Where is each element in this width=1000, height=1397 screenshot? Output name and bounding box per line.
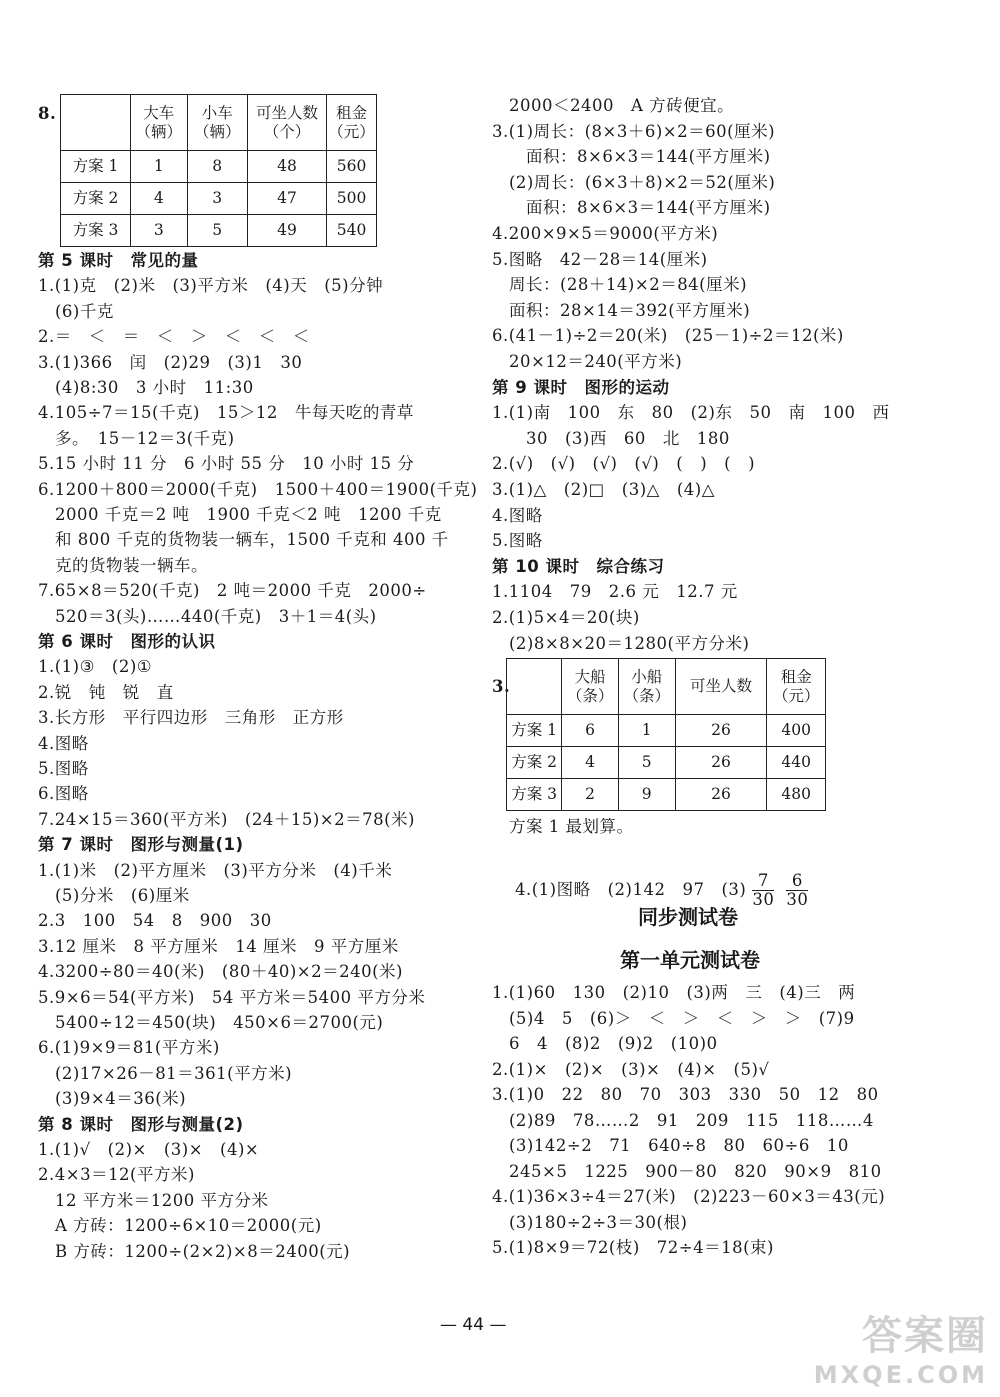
answer-line: 30 (3)西 60 北 180	[492, 428, 730, 448]
table-cell: 方案 1	[61, 151, 131, 183]
answer-line: (2)17×26－81＝361(平方米)	[38, 1063, 293, 1083]
answer-line: 2000 千克＝2 吨 1900 千克＜2 吨 1200 千克	[38, 505, 442, 524]
table-cell: 方案 2	[61, 183, 131, 215]
table-cell: 5	[618, 747, 675, 779]
answer-line: 1.(1)60 130 (2)10 (3)两 三 (4)三 两	[492, 983, 856, 1002]
table-cell: 26	[675, 715, 767, 747]
table-cell: 3	[131, 215, 188, 247]
table-cell: 方案 3	[507, 779, 562, 811]
table-cell: 47	[247, 183, 326, 215]
page-number: — 44 —	[440, 1315, 507, 1335]
table-cell: 500	[327, 183, 377, 215]
q4-text: 4.(1)图略 (2)142 97 (3)	[514, 880, 747, 899]
answer-line: 5.图略 42－28＝14(厘米)	[492, 249, 708, 269]
answer-line: 5400÷12＝450(块) 450×6＝2700(元)	[38, 1013, 384, 1032]
answer-line: 3.(1)△ (2)□ (3)△ (4)△	[492, 480, 715, 499]
table-cell: 48	[247, 151, 326, 183]
answer-line: 1.(1)米 (2)平方厘米 (3)平方分米 (4)千米	[38, 860, 393, 880]
rental-table-boats	[506, 658, 826, 811]
table-cell: 560	[327, 151, 377, 183]
q8-label: 8.	[38, 104, 57, 123]
answer-line: 5.图略	[492, 531, 543, 551]
header-small-boat: 小船 （条）	[618, 659, 675, 715]
fraction-7-30: $\frac{7}{30}$	[752, 871, 775, 909]
answer-line: 3.(1)周长：(8×3＋6)×2＝60(厘米)	[492, 121, 776, 141]
answer-line: (2)8×8×20＝1280(平方分米)	[492, 633, 750, 653]
answer-line: 5.图略	[38, 759, 89, 778]
table-cell: 9	[618, 779, 675, 811]
table-cell: 8	[187, 151, 247, 183]
header-small-car: 小车 （辆）	[187, 95, 247, 151]
answer-line: 12 平方米＝1200 平方分米	[38, 1190, 269, 1210]
unit-title: 第一单元测试卷	[620, 948, 760, 972]
answer-line: 4.105÷7＝15(千克) 15＞12 牛每天吃的青草	[38, 403, 414, 423]
answer-line: (2)89 78……2 91 209 115 118……4	[492, 1110, 874, 1130]
answer-line: (3)142÷2 71 640÷8 80 60÷6 10	[492, 1136, 849, 1155]
answer-line: 1.(1)③ (2)①	[38, 657, 153, 677]
section-title: 同步测试卷	[638, 905, 738, 929]
answer-line: 245×5 1225 900－80 820 90×9 810	[492, 1161, 882, 1181]
answer-line: 4.(1)36×3÷4＝27(米) (2)223－60×3＝43(元)	[492, 1187, 886, 1206]
answer-line: 2.(1)5×4＝20(块)	[492, 608, 640, 627]
answer-line: 5.(1)8×9＝72(枝) 72÷4＝18(束)	[492, 1238, 774, 1257]
answer-line: 3.(1)0 22 80 70 303 330 50 12 80	[492, 1085, 879, 1104]
answer-line: (2)周长：(6×3＋8)×2＝52(厘米)	[492, 172, 776, 192]
answer-line: (4)8:30 3 小时 11:30	[38, 378, 254, 397]
rental-table-cars	[60, 94, 377, 247]
answer-line: 2.4×3＝12(平方米)	[38, 1165, 195, 1185]
answer-line: 2000＜2400 A 方砖便宜。	[492, 96, 735, 115]
table-cell: 26	[675, 779, 767, 811]
table-cell: 480	[767, 779, 826, 811]
lesson-heading: 第 7 课时 图形与测量(1)	[38, 835, 244, 855]
answer-line: 520＝3(头)……440(千克) 3＋1＝4(头)	[38, 606, 377, 626]
table-cell: 2	[562, 779, 619, 811]
answer-line: 5.15 小时 11 分 6 小时 55 分 10 小时 15 分	[38, 454, 415, 474]
lesson-heading: 第 6 课时 图形的认识	[38, 632, 216, 651]
table-cell: 49	[247, 215, 326, 247]
table-cell: 4	[562, 747, 619, 779]
answer-line: 1.(1)南 100 东 80 (2)东 50 南 100 西	[492, 403, 890, 423]
lesson-heading: 第 8 课时 图形与测量(2)	[38, 1114, 244, 1134]
best-plan-note: 方案 1 最划算。	[492, 817, 634, 836]
answer-line: 20×12＝240(平方米)	[492, 352, 683, 371]
answer-line: 2.(√) (√) (√) (√) ( ) ( )	[492, 454, 756, 474]
answer-line: 4.3200÷80＝40(米) (80＋40)×2＝240(米)	[38, 962, 403, 982]
answer-line: 1.1104 79 2.6 元 12.7 元	[492, 582, 738, 602]
answer-line: 周长：(28＋14)×2＝84(厘米)	[492, 275, 748, 295]
header-seats: 可坐人数	[675, 659, 767, 715]
header-seats: 可坐人数 （个）	[247, 95, 326, 151]
answer-line: 6.1200＋800＝2000(千克) 1500＋400＝1900(千克)	[38, 479, 478, 499]
header-rent: 租金 （元）	[767, 659, 826, 715]
answer-line: 2.＝ ＜ ＝ ＜ ＞ ＜ ＜ ＜	[38, 327, 310, 347]
answer-line: 6.(41－1)÷2＝20(米) (25－1)÷2＝12(米)	[492, 326, 844, 346]
table-cell: 440	[767, 747, 826, 779]
watermark-text: 答案圈	[862, 1313, 988, 1359]
answer-line: (5)分米 (6)厘米	[38, 886, 190, 905]
answer-line: (3)9×4＝36(米)	[38, 1089, 187, 1109]
table-cell: 方案 3	[61, 215, 131, 247]
table-cell: 方案 1	[507, 715, 562, 747]
answer-line: (5)4 5 (6)＞ ＜ ＞ ＜ ＞ ＞ (7)9	[492, 1008, 855, 1028]
answer-line: 6 4 (8)2 (9)2 (10)0	[492, 1034, 718, 1053]
answer-line: 2.(1)× (2)× (3)× (4)× (5)√	[492, 1059, 770, 1079]
answer-line: 面积：8×6×3＝144(平方厘米)	[492, 198, 771, 218]
answer-line: 4.图略	[38, 733, 89, 753]
answer-line: 3.12 厘米 8 平方厘米 14 厘米 9 平方厘米	[38, 936, 399, 956]
answer-line: 4.图略	[492, 505, 543, 525]
table-cell: 3	[187, 183, 247, 215]
answer-line: (3)180÷2÷3＝30(根)	[492, 1212, 688, 1232]
header-big-boat: 大船 （条）	[562, 659, 619, 715]
answer-line: 1.(1)克 (2)米 (3)平方米 (4)天 (5)分钟	[38, 276, 384, 296]
answer-line: 4.200×9×5＝9000(平方米)	[492, 224, 719, 243]
answer-line: 5.9×6＝54(平方米) 54 平方米＝5400 平方分米	[38, 987, 426, 1007]
answer-line: 7.65×8＝520(千克) 2 吨＝2000 千克 2000÷	[38, 581, 427, 601]
fraction-6-30: $\frac{6}{30}$	[786, 871, 809, 909]
lesson-heading: 第 9 课时 图形的运动	[492, 377, 670, 397]
answer-line: 和 800 千克的货物装一辆车，1500 千克和 400 千	[38, 530, 449, 550]
watermark-url: MXQE.COM	[813, 1361, 988, 1389]
answer-line: (6)千克	[38, 301, 114, 321]
answer-line: 6.图略	[38, 784, 89, 804]
answer-line: 克的货物装一辆车。	[38, 555, 208, 575]
q3-label: 3.	[492, 677, 511, 696]
table-cell: 4	[131, 183, 188, 215]
header-rent: 租金 （元）	[327, 95, 377, 151]
answer-line: 3.(1)366 闰 (2)29 (3)1 30	[38, 352, 303, 372]
answer-line: 2.锐 钝 锐 直	[38, 682, 174, 702]
table-cell: 1	[618, 715, 675, 747]
answer-line: B 方砖：1200÷(2×2)×8＝2400(元)	[38, 1241, 351, 1261]
answer-line: 1.(1)√ (2)× (3)× (4)×	[38, 1140, 260, 1159]
lesson-heading: 第 10 课时 综合练习	[492, 556, 665, 576]
table-cell: 6	[562, 715, 619, 747]
answer-line: 面积：28×14＝392(平方厘米)	[492, 300, 751, 320]
watermark-logo	[814, 1304, 988, 1389]
answer-line: 多。 15－12＝3(千克)	[38, 428, 235, 448]
table-cell: 26	[675, 747, 767, 779]
answer-line: A 方砖：1200÷6×10＝2000(元)	[38, 1216, 322, 1236]
answer-line: 7.24×15＝360(平方米) (24＋15)×2＝78(米)	[38, 809, 415, 829]
table-cell: 方案 2	[507, 747, 562, 779]
table-cell: 400	[767, 715, 826, 747]
answer-line: 6.(1)9×9＝81(平方米)	[38, 1038, 220, 1058]
answer-line: 面积：8×6×3＝144(平方厘米)	[492, 147, 771, 167]
table-cell: 5	[187, 215, 247, 247]
table-cell: 1	[131, 151, 188, 183]
header-big-car: 大车 （辆）	[131, 95, 188, 151]
answer-line: 3.长方形 平行四边形 三角形 正方形	[38, 708, 344, 728]
table-cell: 540	[327, 215, 377, 247]
lesson-heading: 第 5 课时 常见的量	[38, 251, 199, 270]
answer-line: 2.3 100 54 8 900 30	[38, 911, 272, 931]
